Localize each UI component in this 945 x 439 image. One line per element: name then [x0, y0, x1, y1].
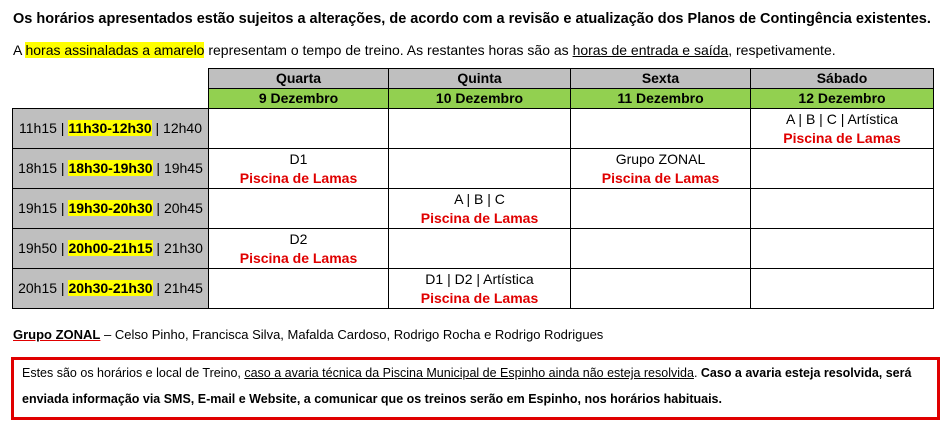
time-separator: |	[57, 240, 69, 256]
date-header: 10 Dezembro	[389, 89, 571, 109]
training-group: D1 | D2 | Artística	[425, 270, 534, 287]
page-title: Os horários apresentados estão sujeitos a alterações, de acordo com a revisão e atualização dos Planos de Contingência existentes.	[13, 11, 931, 27]
notice-underlined: caso a avaria técnica da Piscina Municipal de Espinho ainda não esteja resolvida	[244, 366, 694, 380]
time-separator: |	[152, 160, 164, 176]
schedule-row	[13, 269, 934, 309]
notice-bold: Caso a avaria esteja resolvida, será enviada informação via SMS, E-mail e Website, a comunicar que os treinos serão em Espinho, nos horários habituais.	[22, 366, 912, 406]
date-header: 12 Dezembro	[751, 89, 934, 109]
time-slot-cell	[13, 269, 209, 309]
training-time: 19h30-20h30	[68, 200, 153, 216]
legend-suffix: , respetivamente.	[728, 42, 836, 58]
schedule-cell	[389, 189, 571, 229]
schedule-cell	[389, 269, 571, 309]
schedule-table	[12, 68, 934, 309]
day-header: Quinta	[389, 69, 571, 89]
time-separator: |	[57, 200, 69, 216]
time-separator: |	[152, 200, 164, 216]
training-time: 11h30-12h30	[68, 120, 152, 136]
venue-label: Piscina de Lamas	[420, 289, 539, 306]
schedule-cell	[389, 229, 571, 269]
schedule-cell	[571, 149, 751, 189]
legend-highlight: horas assinaladas a amarelo	[25, 42, 205, 58]
time-separator: |	[57, 160, 69, 176]
training-time: 18h30-19h30	[68, 160, 153, 176]
training-group: D2	[289, 230, 308, 247]
notice-part3: .	[693, 366, 701, 380]
day-header: Sexta	[571, 69, 751, 89]
schedule-cell	[209, 269, 389, 309]
venue-label: Piscina de Lamas	[420, 209, 539, 226]
training-group: Grupo ZONAL	[615, 150, 706, 167]
legend-underlined: horas de entrada e saída	[572, 42, 729, 58]
legend-prefix: A	[13, 42, 26, 58]
date-header: 9 Dezembro	[209, 89, 389, 109]
schedule-cell	[571, 109, 751, 149]
time-separator: |	[56, 120, 69, 136]
venue-label: Piscina de Lamas	[783, 129, 901, 146]
entry-time: 19h50	[18, 240, 58, 256]
schedule-cell	[571, 189, 751, 229]
entry-time: 19h15	[18, 200, 58, 216]
time-slot-cell	[13, 109, 209, 149]
schedule-row	[13, 109, 934, 149]
time-separator: |	[152, 280, 164, 296]
schedule-cell	[571, 269, 751, 309]
zonal-label: Grupo ZONAL	[13, 327, 101, 342]
schedule-cell	[209, 229, 389, 269]
entry-time: 11h15	[19, 120, 57, 136]
notice-box	[11, 357, 940, 420]
schedule-cell	[751, 229, 934, 269]
training-group: A | B | C	[454, 190, 505, 207]
entry-time: 18h15	[18, 160, 58, 176]
schedule-row	[13, 229, 934, 269]
schedule-cell	[389, 149, 571, 189]
legend-text	[13, 42, 836, 58]
time-slot-cell	[13, 229, 209, 269]
venue-label: Piscina de Lamas	[601, 169, 720, 186]
exit-time: 21h30	[163, 240, 203, 256]
venue-label: Piscina de Lamas	[239, 169, 358, 186]
date-header: 11 Dezembro	[571, 89, 751, 109]
zonal-group-note	[13, 327, 603, 342]
schedule-cell	[209, 189, 389, 229]
entry-time: 20h15	[18, 280, 58, 296]
time-slot-cell	[13, 189, 209, 229]
training-group: A | B | C | Artística	[785, 110, 899, 127]
training-time: 20h30-21h30	[68, 280, 153, 296]
schedule-row	[13, 149, 934, 189]
schedule-cell	[751, 189, 934, 229]
exit-time: 20h45	[163, 200, 203, 216]
schedule-row	[13, 189, 934, 229]
schedule-cell	[209, 149, 389, 189]
venue-label: Piscina de Lamas	[239, 249, 358, 266]
schedule-cell	[389, 109, 571, 149]
time-separator: |	[152, 240, 164, 256]
notice-part1: Estes são os horários e local de Treino,	[22, 366, 245, 380]
training-group: D1	[289, 150, 308, 167]
schedule-cell	[571, 229, 751, 269]
corner-cell	[13, 69, 209, 109]
schedule-cell	[751, 269, 934, 309]
schedule-cell	[751, 149, 934, 189]
time-separator: |	[57, 280, 69, 296]
day-header: Quarta	[209, 69, 389, 89]
schedule-cell	[751, 109, 934, 149]
time-separator: |	[151, 120, 164, 136]
time-slot-cell	[13, 149, 209, 189]
day-header-row	[13, 69, 934, 89]
exit-time: 12h40	[163, 120, 202, 136]
zonal-members: – Celso Pinho, Francisca Silva, Mafalda Cardoso, Rodrigo Rocha e Rodrigo Rodrigues	[100, 327, 604, 342]
schedule-cell	[209, 109, 389, 149]
exit-time: 21h45	[163, 280, 203, 296]
day-header: Sábado	[751, 69, 934, 89]
training-time: 20h00-21h15	[68, 240, 153, 256]
exit-time: 19h45	[163, 160, 203, 176]
legend-middle: representam o tempo de treino. As restantes horas são as	[204, 42, 573, 58]
